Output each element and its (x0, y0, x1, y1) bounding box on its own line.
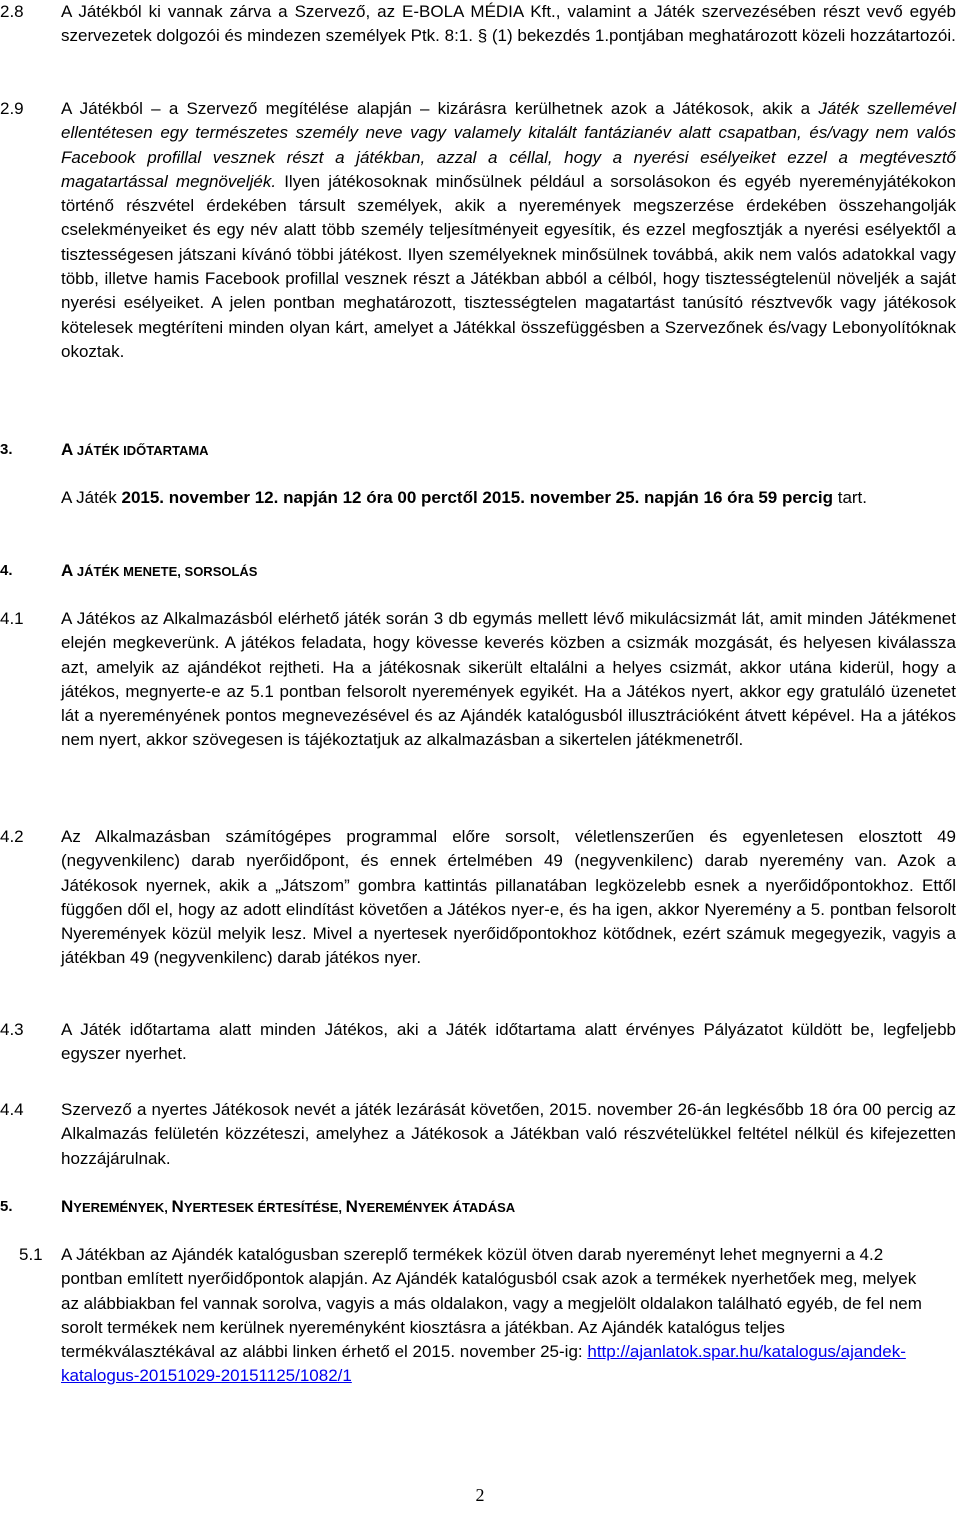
paragraph: Az Alkalmazásban számítógépes programmal előre sorsolt, véletlenszerűen és egyenletesen elosztott 49 (negyvenkilenc) darab nyerőidőpont, és ennek értelmében 49 (negyvenkilenc) darab nyeremény van. Azok a Játékosok nyernek, akik a „Játszom” gombra kattintás pillanatában legközelebb esnek a nyerőidőpontokhoz. Ettől függően dől el, hogy az adott elindítást követően a Játékos nyer-e, és ha igen, akkor Nyeremény a 5. pontban felsorolt Nyeremények közül melyik lesz. Mivel a nyertesek nyerőidőpontokhoz kötődnek, ezért számuk megegyezik, vagyis a játékban 49 (negyvenkilenc) darab játékos nyer. (61, 827, 956, 968)
heading-number: 3. (0, 441, 13, 458)
text-run: A Játékból – a Szervező megítélése alapján – kizárásra kerülhetnek azok a Játékosok, akik a (61, 99, 819, 118)
heading-rest: YEREMÉNYEK, (73, 1200, 172, 1215)
section-text (61, 97, 956, 364)
section-number: 2.8 (0, 2, 24, 21)
catalogue-link[interactable]: http://ajanlatok.spar.hu/katalogus/ajandek-katalogus-20151029-20151125/1082/1 (61, 1342, 906, 1386)
heading-initial: N (345, 1197, 358, 1216)
heading-initial: N (61, 1197, 74, 1216)
heading-title (61, 1195, 515, 1220)
page-number: 2 (475, 1485, 485, 1505)
section-text (61, 607, 956, 753)
heading-rest: JÁTÉK IDŐTARTAMA (73, 443, 209, 458)
paragraph (61, 97, 956, 364)
paragraph: A Játék időtartama alatt minden Játékos, aki a Játék időtartama alatt érvényes Pályázatot küldött be, legfeljebb egyszer nyerhet. (61, 1020, 956, 1064)
paragraph (61, 1243, 931, 1389)
section-number: 2.9 (0, 99, 24, 118)
section-text (61, 1243, 931, 1389)
paragraph: A Játékból ki vannak zárva a Szervező, az E-BOLA MÉDIA Kft., valamint a Játék szervezésében részt vevő egyéb szervezetek dolgozói és mindezen személyek Ptk. 8:1. § (1) bekezdés 1.pontjában meghatározott közeli hozzátartozói. (61, 2, 956, 46)
section-number: 5.1 (19, 1245, 43, 1264)
italic-text-run: Játék szellemével ellentétesen egy természetes személy neve vagy valamely kitalált fantázianév alatt csapatban, és/vagy nem valós Facebook profillal vesznek részt a játékban, azzal a céllal, hogy a nyerési esélyeiket ezzel a megtévesztő magatartással megnöveljék. (61, 99, 956, 191)
paragraph: A Játékos az Alkalmazásból elérhető játék során 3 db egymás mellett lévő mikulácsizmát lát, amit minden Játékmenet elején megkeverünk. A játékos feladata, hogy kövesse keverés közben a csizmák mozgását, és helyesen kiválassza azt, amelyik az ajándékot rejtheti. Ha a játékosnak sikerült eltalálni a helyes csizmát, akkor utána kiderül, hogy a játékos, megnyerte-e az 5.1 pontban felsorolt nyeremények egyikét. Ha a Játékos nyert, akkor egy gratuláló üzenetet lát a nyereményének pontos megnevezésével és az Ajándék katalógusból illusztrációként átvett képével. Ha a játékos nem nyert, akkor szövegesen is tájékoztatjuk az alkalmazásban a sikertelen játékmenetről. (61, 609, 956, 750)
section-text (61, 825, 956, 971)
heading-title (61, 438, 209, 463)
text-run: Ilyen játékosoknak minősülnek például a sorsolásokon és egyéb nyereményjátékokon történő részvétel érdekében társult személyek, akik a nyeremények megszerzése érdekében összehangolják cselekményeiket és egy név alatt több személy teljesítményeit egyesítik, és ezzel megfosztják a nyerési esélyektől a tisztességesen játszani kívánó többi játékost. Ilyen személyeknek minősülnek továbbá, akik nem valós adatokkal vagy több, illetve hamis Facebook profillal vesznek részt a Játékban abból a célból, hogy tisztességtelenül növeljék a saját nyerési esélyeiket. A jelen pontban meghatározott, tisztességtelen magatartást tanúsító résztvevők vagy játékosok kötelesek megtéríteni minden olyan kárt, amelyet a Játékkal összefüggésben a Szervezőnek és/vagy Lebonyolítóknak okoztak. (61, 171, 956, 361)
paragraph: Szervező a nyertes Játékosok nevét a játék lezárását követően, 2015. november 26-án legkésőbb 18 óra 00 percig az Alkalmazás felületén közzéteszi, amelyhez a Játékosok a Játékban való részvételükkel feltétel nélkül és kifejezetten hozzájárulnak. (61, 1100, 956, 1168)
text-run: tart. (833, 488, 868, 507)
heading-title (61, 559, 257, 584)
heading-number: 4. (0, 562, 13, 579)
section-number: 4.3 (0, 1020, 24, 1039)
section-number: 4.1 (0, 609, 24, 628)
heading-initial: A (61, 440, 74, 459)
heading-initial: N (171, 1197, 184, 1216)
section-text (61, 1098, 956, 1171)
text-run: A Játékban az Ajándék katalógusban szereplő termékek közül ötven darab nyereményt lehet megnyerni a 4.2 pontban említett nyerőidőpontok alapján. Az Ajándék katalógusból csak azok a termékek nyerhetőek meg, melyek az alábbiakban fel vannak sorolva, vagyis a más oldalakon, vagy a megjelölt oldalakon található egyéb, de fel nem sorolt termékek nem kerülnek nyereményként kiosztásra a játékban. Az Ajándék katalógus teljes termékválasztékával az alábbi linken érhető el 2015. november 25-ig: (61, 1245, 922, 1362)
text-run: A Játék (61, 488, 122, 507)
section-text (61, 1018, 956, 1067)
heading-rest: YEREMÉNYEK ÁTADÁSA (357, 1200, 516, 1215)
heading-rest: YERTESEK ÉRTESÍTÉSE, (183, 1200, 346, 1215)
section-number: 4.2 (0, 827, 24, 846)
section-number: 4.4 (0, 1100, 24, 1119)
heading-number: 5. (0, 1198, 13, 1215)
section-text (61, 0, 956, 49)
heading-rest: JÁTÉK MENETE, SORSOLÁS (73, 564, 258, 579)
heading-initial: A (61, 561, 74, 580)
bold-text-run: 2015. november 12. napján 12 óra 00 perctől 2015. november 25. napján 16 óra 59 percig (121, 488, 833, 507)
game-duration (61, 486, 956, 510)
